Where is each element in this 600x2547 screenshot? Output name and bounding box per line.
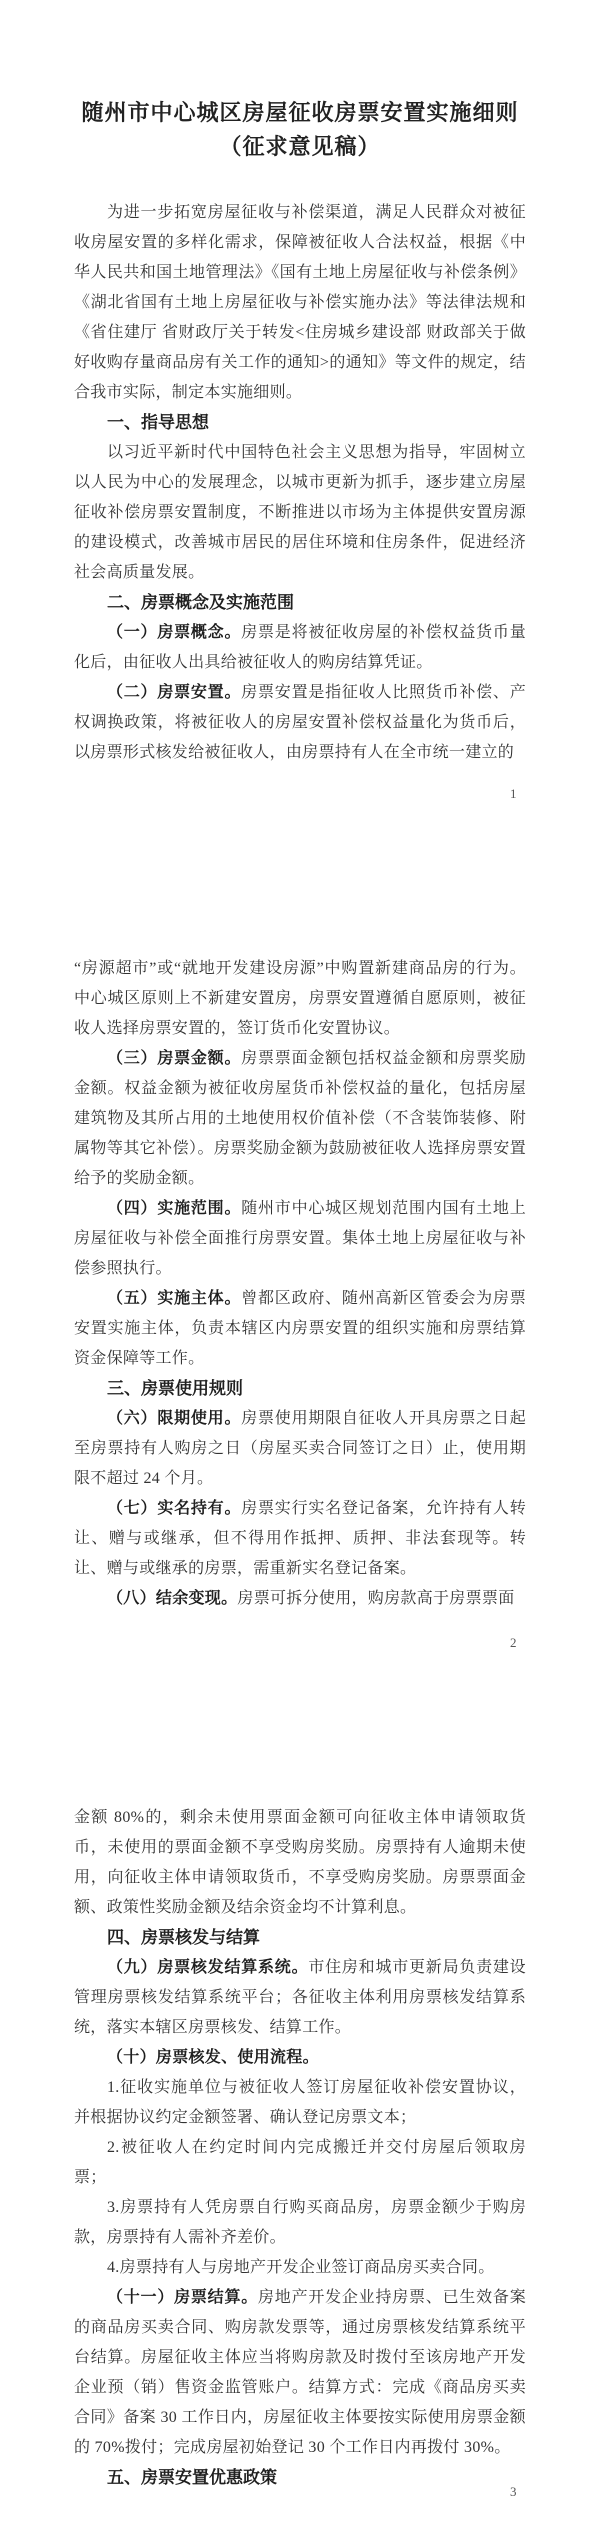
paragraph-lead: （七）实名持有。 (107, 1500, 242, 1517)
paragraph: （十一）房票结算。房地产开发企业持房票、已生效备案的商品房买卖合同、购房款发票等，通过房票核发结算系统平台结算。房屋征收主体应当将购房款及时拨付至该房地产开发企业预（销）售资金监管账户。结算方式：完成《商品房买卖合同》备案 30 工作日内，房屋征收主体要按实际使用房票金额的 70%拨付；完成房屋初始登记 30 个工作日内再拨付 30%。 (74, 2289, 526, 2456)
paragraph: （一）房票概念。房票是将被征收房屋的补偿权益货币量化后，由征收人出具给被征收人的购房结算凭证。 (74, 624, 526, 671)
paragraph: 1.征收实施单位与被征收人签订房屋征收补偿安置协议，并根据协议约定金额签署、确认登记房票文本； (74, 2079, 526, 2126)
paragraph-lead: （四）实施范围。 (107, 1200, 242, 1217)
paragraph: （七）实名持有。房票实行实名登记备案，允许持有人转让、赠与或继承，但不得用作抵押、质押、非法套现等。转让、赠与或继承的房票，需重新实名登记备案。 (74, 1500, 526, 1577)
paragraph: （四）实施范围。随州市中心城区规划范围内国有土地上房屋征收与补偿全面推行房票安置。集体土地上房屋征收与补偿参照执行。 (74, 1200, 526, 1277)
section-heading: 二、房票概念及实施范围 (107, 593, 294, 612)
page-2 (0, 849, 600, 1698)
paragraph: （五）实施主体。曾都区政府、随州高新区管委会为房票安置实施主体，负责本辖区内房票安置的组织实施和房票结算资金保障等工作。 (74, 1290, 526, 1367)
paragraph-lead: （十）房票核发、使用流程。 (107, 2049, 319, 2066)
page-number: 3 (510, 2484, 517, 2499)
doc-title-line-2: （征求意见稿） (219, 134, 381, 159)
paragraph: 以习近平新时代中国特色社会主义思想为指导，牢固树立以人民为中心的发展理念，以城市更新为抓手，逐步建立房屋征收补偿房票安置制度，不断推进以市场为主体提供安置房源的建设模式，改善城市居民的居住环境和住房条件，促进经济社会高质量发展。 (74, 444, 526, 581)
paragraph-lead: （九）房票核发结算系统。 (107, 1959, 309, 1976)
doc-title-line-1: 随州市中心城区房屋征收房票安置实施细则 (81, 100, 519, 125)
paragraph: 为进一步拓宽房屋征收与补偿渠道，满足人民群众对被征收房屋安置的多样化需求，保障被征收人合法权益，根据《中华人民共和国土地管理法》《国有土地上房屋征收与补偿条例》《湖北省国有土地上房屋征收与补偿实施办法》等法律法规和《省住建厅 省财政厅关于转发<住房城乡建设部 财政部关于做好收购存量商品房有关工作的通知>的通知》等文件的规定，结合我市实际，制定本实施细则。 (74, 204, 526, 401)
paragraph: “房源超市”或“就地开发建设房源”中购置新建商品房的行为。中心城区原则上不新建安置房，房票安置遵循自愿原则，被征收人选择房票安置的，签订货币化安置协议。 (74, 960, 526, 1037)
paragraph: （八）结余变现。房票可拆分使用，购房款高于房票票面 (107, 1590, 515, 1607)
paragraph: （三）房票金额。房票票面金额包括权益金额和房票奖励金额。权益金额为被征收房屋货币补偿权益的量化，包括房屋建筑物及其所占用的土地使用权价值补偿（不含装饰装修、附属物等其它补偿）。房票奖励金额为鼓励被征收人选择房票安置给予的奖励金额。 (74, 1050, 526, 1187)
paragraph-lead: （五）实施主体。 (107, 1290, 242, 1307)
paragraph-lead: （八）结余变现。 (107, 1590, 238, 1607)
paragraph-lead: （六）限期使用。 (107, 1410, 242, 1427)
doc-title (74, 96, 526, 164)
paragraph-lead: （一）房票概念。 (107, 624, 242, 641)
page-number: 2 (510, 1635, 517, 1650)
section-heading: 四、房票核发与结算 (107, 1928, 260, 1947)
paragraph (74, 2043, 526, 2073)
paragraph: （九）房票核发结算系统。市住房和城市更新局负责建设管理房票核发结算系统平台；各征收主体利用房票核发结算系统，落实本辖区房票核发、结算工作。 (74, 1959, 526, 2036)
page-1 (0, 0, 600, 849)
paragraph: （六）限期使用。房票使用期限自征收人开具房票之日起至房票持有人购房之日（房屋买卖合同签订之日）止，使用期限不超过 24 个月。 (74, 1410, 526, 1487)
paragraph: （二）房票安置。房票安置是指征收人比照货币补偿、产权调换政策，将被征收人的房屋安置补偿权益量化为货币后，以房票形式核发给被征收人，由房票持有人在全市统一建立的 (74, 684, 526, 761)
page-number: 1 (510, 786, 517, 801)
paragraph-lead: （十一）房票结算。 (107, 2289, 259, 2306)
paragraph: 3.房票持有人凭房票自行购买商品房，房票金额少于购房款，房票持有人需补齐差价。 (74, 2199, 526, 2246)
paragraph: 4.房票持有人与房地产开发企业签订商品房买卖合同。 (107, 2259, 495, 2276)
section-heading: 一、指导思想 (107, 413, 209, 432)
page-3 (0, 1698, 600, 2547)
section-heading: 五、房票安置优惠政策 (107, 2468, 277, 2487)
paragraph-lead: （二）房票安置。 (107, 684, 242, 701)
section-heading: 三、房票使用规则 (107, 1379, 243, 1398)
paragraph-lead: （三）房票金额。 (107, 1050, 242, 1067)
paragraph: 2.被征收人在约定时间内完成搬迁并交付房屋后领取房票； (74, 2139, 526, 2186)
paragraph: 金额 80%的，剩余未使用票面金额可向征收主体申请领取货币，未使用的票面金额不享受购房奖励。房票持有人逾期未使用，向征收主体申请领取货币，不享受购房奖励。房票票面金额、政策性奖励金额及结余资金均不计算利息。 (74, 1809, 526, 1916)
